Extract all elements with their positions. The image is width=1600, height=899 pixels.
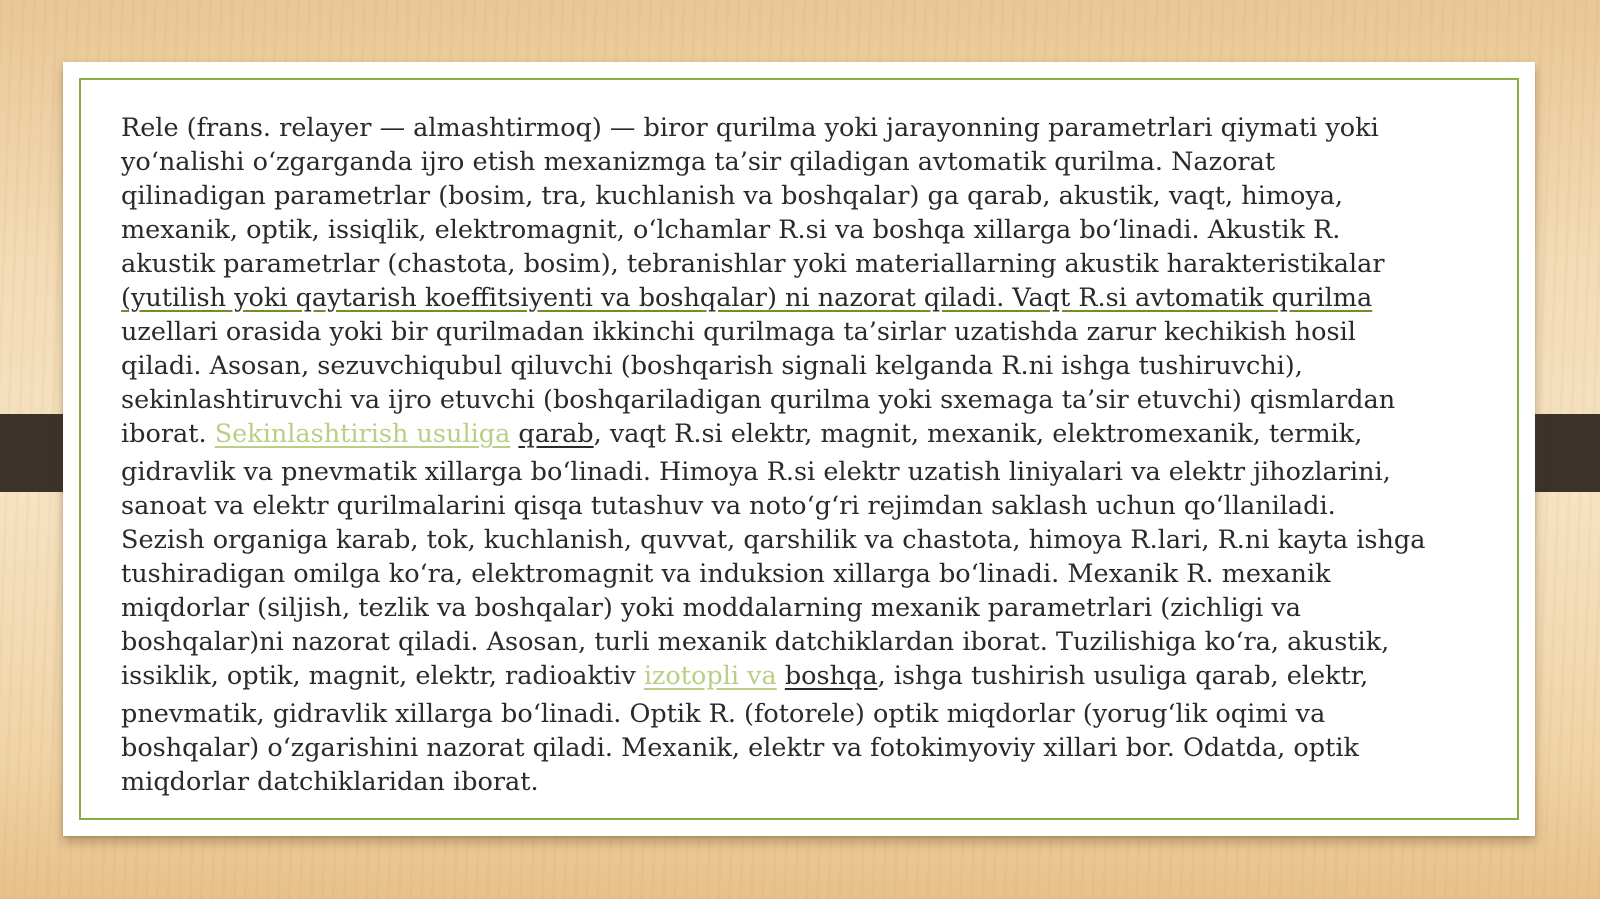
underlined-word: qarab	[518, 419, 594, 449]
text-line: boshqalar)ni nazorat qiladi. Asosan, turli mexanik datchiklardan iborat. Tuzilishiga ko‘ra, akustik,	[121, 627, 1390, 657]
text-line: miqdorlar (siljish, tezlik va boshqalar) yoki moddalarning mexanik parametrlari (zichligi va	[121, 593, 1301, 623]
text-line: yo‘nalishi o‘zgarganda ijro etish mexanizmga ta’sir qiladigan avtomatik qurilma. Nazorat	[121, 147, 1276, 177]
text-line-with-link	[121, 659, 1481, 693]
line-suffix: , vaqt R.si elektr, magnit, mexanik, elektromexanik, termik,	[593, 419, 1363, 449]
slide-body-text	[121, 111, 1481, 799]
line-prefix: issiklik, optik, magnit, elektr, radioaktiv	[121, 661, 644, 691]
text-line: (yutilish yoki qaytarish koeffitsiyenti va boshqalar) ni nazorat qiladi. Vaqt R.si avtomatik qurilma	[121, 283, 1373, 313]
text-line: miqdorlar datchiklaridan iborat.	[121, 767, 539, 797]
text-line: gidravlik va pnevmatik xillarga bo‘linadi. Himoya R.si elektr uzatish liniyalari va elektr jihozlarini,	[121, 457, 1391, 487]
underlined-word: boshqa	[784, 661, 878, 691]
text-line: qilinadigan parametrlar (bosim, tra, kuchlanish va boshqalar) ga qarab, akustik, vaqt, himoya,	[121, 181, 1344, 211]
text-line: Rele (frans. relayer — almashtirmoq) — biror qurilma yoki jarayonning parametrlari qiymati yoki	[121, 113, 1379, 143]
text-line: sekinlashtiruvchi va ijro etuvchi (boshqariladigan qurilma yoki sxemaga ta’sir etuvchi) qismlardan	[121, 385, 1396, 415]
sekinlashtirish-link[interactable]: Sekinlashtirish usuliga	[214, 419, 511, 449]
text-line: pnevmatik, gidravlik xillarga bo‘linadi. Optik R. (fotorele) optik miqdorlar (yorug‘lik oqimi va	[121, 699, 1326, 729]
line-prefix: iborat.	[121, 419, 215, 449]
text-line: akustik parametrlar (chastota, bosim), tebranishlar yoki materiallarning akustik harakteristikalar	[121, 249, 1385, 279]
text-line: uzellari orasida yoki bir qurilmadan ikkinchi qurilmaga ta’sirlar uzatishda zarur kechikish hosil	[121, 317, 1356, 347]
text-line: sanoat va elektr qurilmalarini qisqa tutashuv va noto‘g‘ri rejimdan saklash uchun qo‘llaniladi.	[121, 491, 1336, 521]
text-line: mexanik, optik, issiqlik, elektromagnit, o‘lchamlar R.si va boshqa xillarga bo‘linadi. Akustik R.	[121, 215, 1341, 245]
line-space	[777, 661, 785, 691]
izotopli-link[interactable]: izotopli va	[643, 661, 777, 691]
line-suffix: , ishga tushirish usuliga qarab, elektr,	[877, 661, 1369, 691]
text-line: Sezish organiga karab, tok, kuchlanish, quvvat, qarshilik va chastota, himoya R.lari, R.ni kayta ishga	[121, 525, 1426, 555]
text-line: tushiradigan omilga ko‘ra, elektromagnit va induksion xillarga bo‘linadi. Mexanik R. mexanik	[121, 559, 1331, 589]
text-line: qiladi. Asosan, sezuvchiqubul qiluvchi (boshqarish signali kelganda R.ni ishga tushiruvchi),	[121, 351, 1303, 381]
text-line: boshqalar) o‘zgarishini nazorat qiladi. Mexanik, elektr va fotokimyoviy xillari bor. Odatda, optik	[121, 733, 1359, 763]
text-line-with-link	[121, 417, 1481, 451]
